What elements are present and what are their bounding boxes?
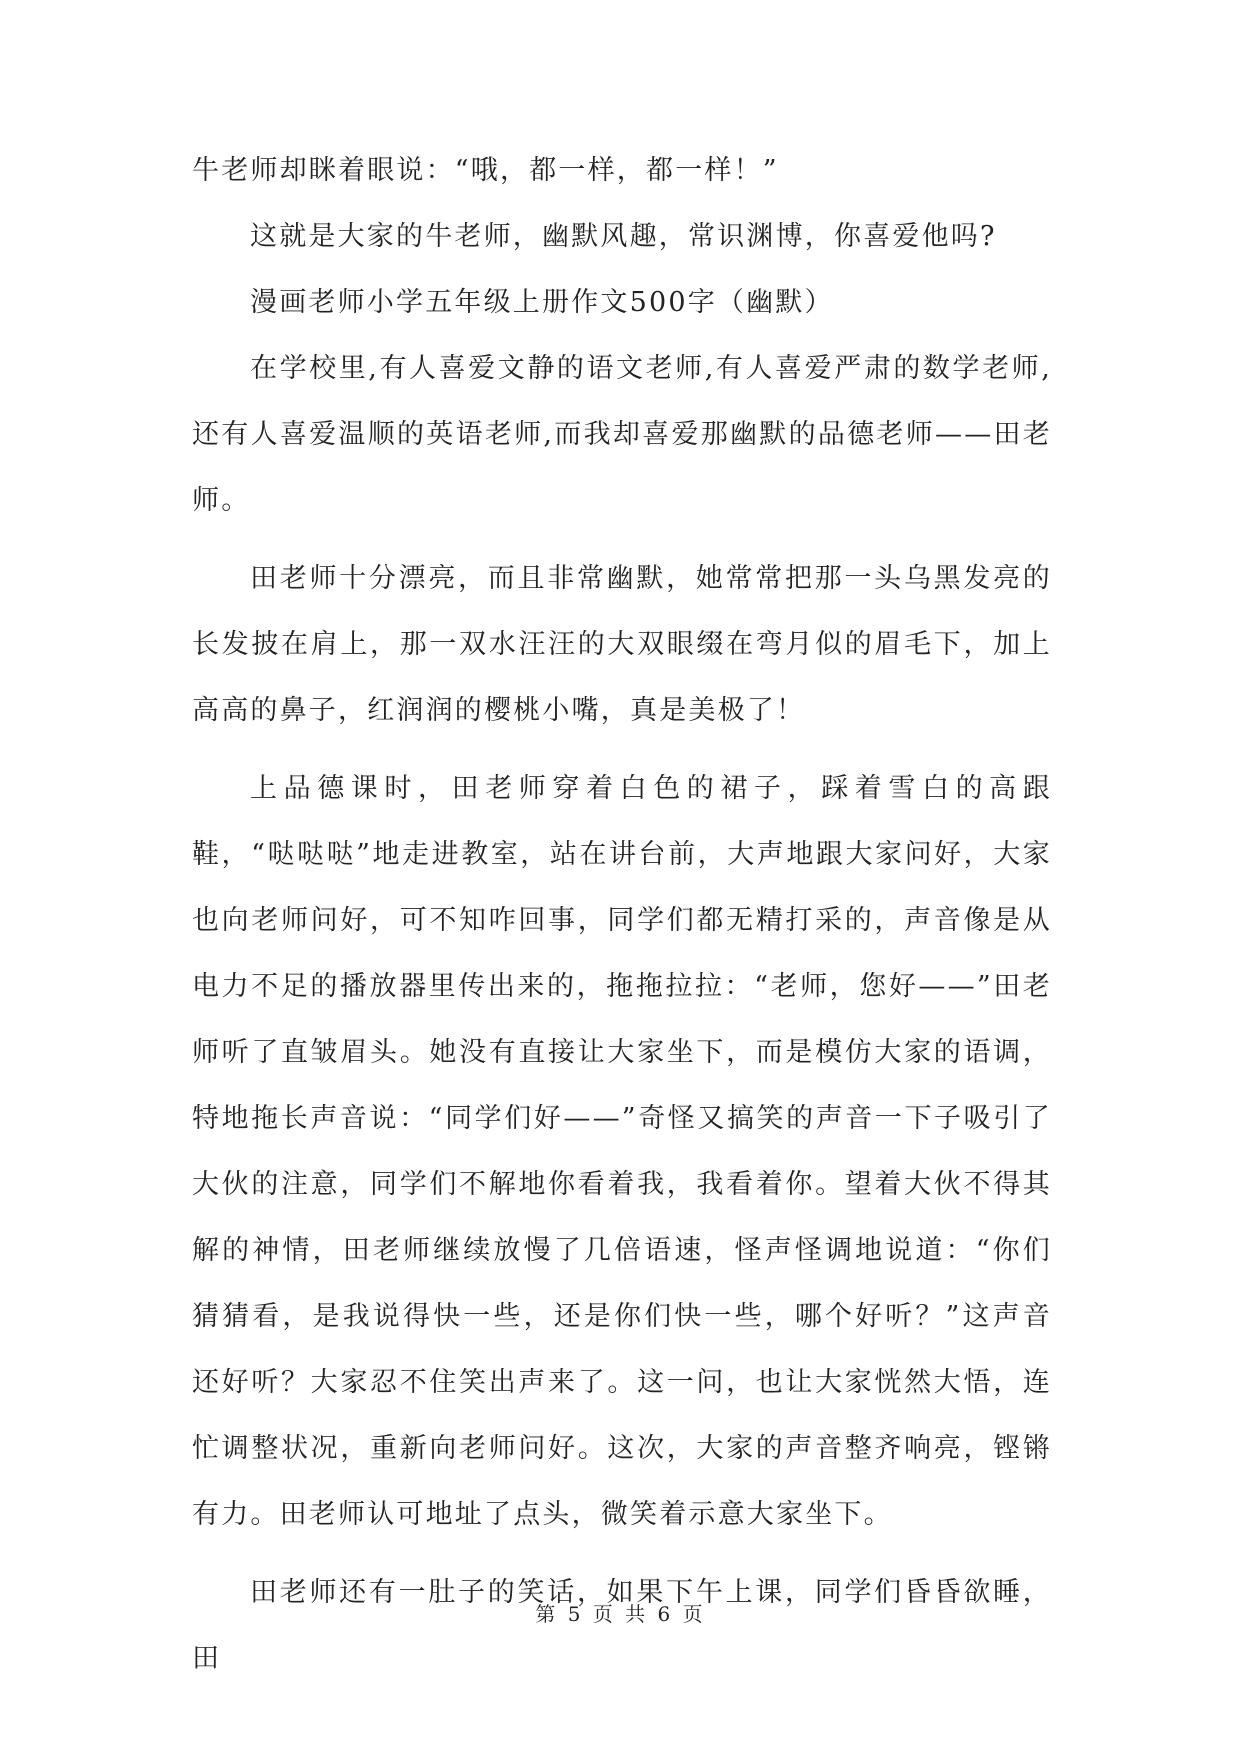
paragraph-1: 牛老师却眯着眼说：“哦，都一样，都一样！” [192,155,779,186]
paragraph-3: 在学校里,有人喜爱文静的语文老师,有人喜爱严肃的数学老师,还有人喜爱温顺的英语老师,而我却喜爱那幽默的品德老师——田老师。 [192,353,1052,516]
paragraph-4: 田老师十分漂亮，而且非常幽默，她常常把那一头乌黑发亮的长发披在肩上，那一双水汪汪的大双眼缀在弯月似的眉毛下，加上高高的鼻子，红润润的樱桃小嘴，真是美极了！ [192,563,1052,726]
page-number-footer: 第 5 页 共 6 页 [535,1602,706,1626]
essay-title: 漫画老师小学五年级上册作文500字（幽默） [250,287,834,318]
paragraph-5: 上品德课时，田老师穿着白色的裙子，踩着雪白的高跟鞋，“哒哒哒”地走进教室，站在讲台前，大声地跟大家问好，大家也向老师问好，可不知咋回事，同学们都无精打采的，声音像是从电力不足的播放器里传出来的，拖拖拉拉：“老师，您好——”田老师听了直皱眉头。她没有直接让大家坐下，而是模仿大家的语调，特地拖长声音说：“同学们好——”奇怪又搞笑的声音一下子吸引了大伙的注意，同学们不解地你看着我，我看着你。望着大伙不得其解的神情，田老师继续放慢了几倍语速，怪声怪调地说道：“你们猜猜看，是我说得快一些，还是你们快一些，哪个好听？”这声音还好听？大家忍不住笑出声来了。这一问，也让大家恍然大悟，连忙调整状况，重新向老师问好。这次，大家的声音整齐响亮，铿锵有力。田老师认可地址了点头，微笑着示意大家坐下。 [192,773,1052,1530]
paragraph-6: 田老师还有一肚子的笑话，如果下午上课，同学们昏昏欲睡，田 [192,1577,1052,1674]
document-body [192,138,1052,1692]
paragraph-2: 这就是大家的牛老师，幽默风趣，常识渊博，你喜爱他吗? [250,221,997,252]
